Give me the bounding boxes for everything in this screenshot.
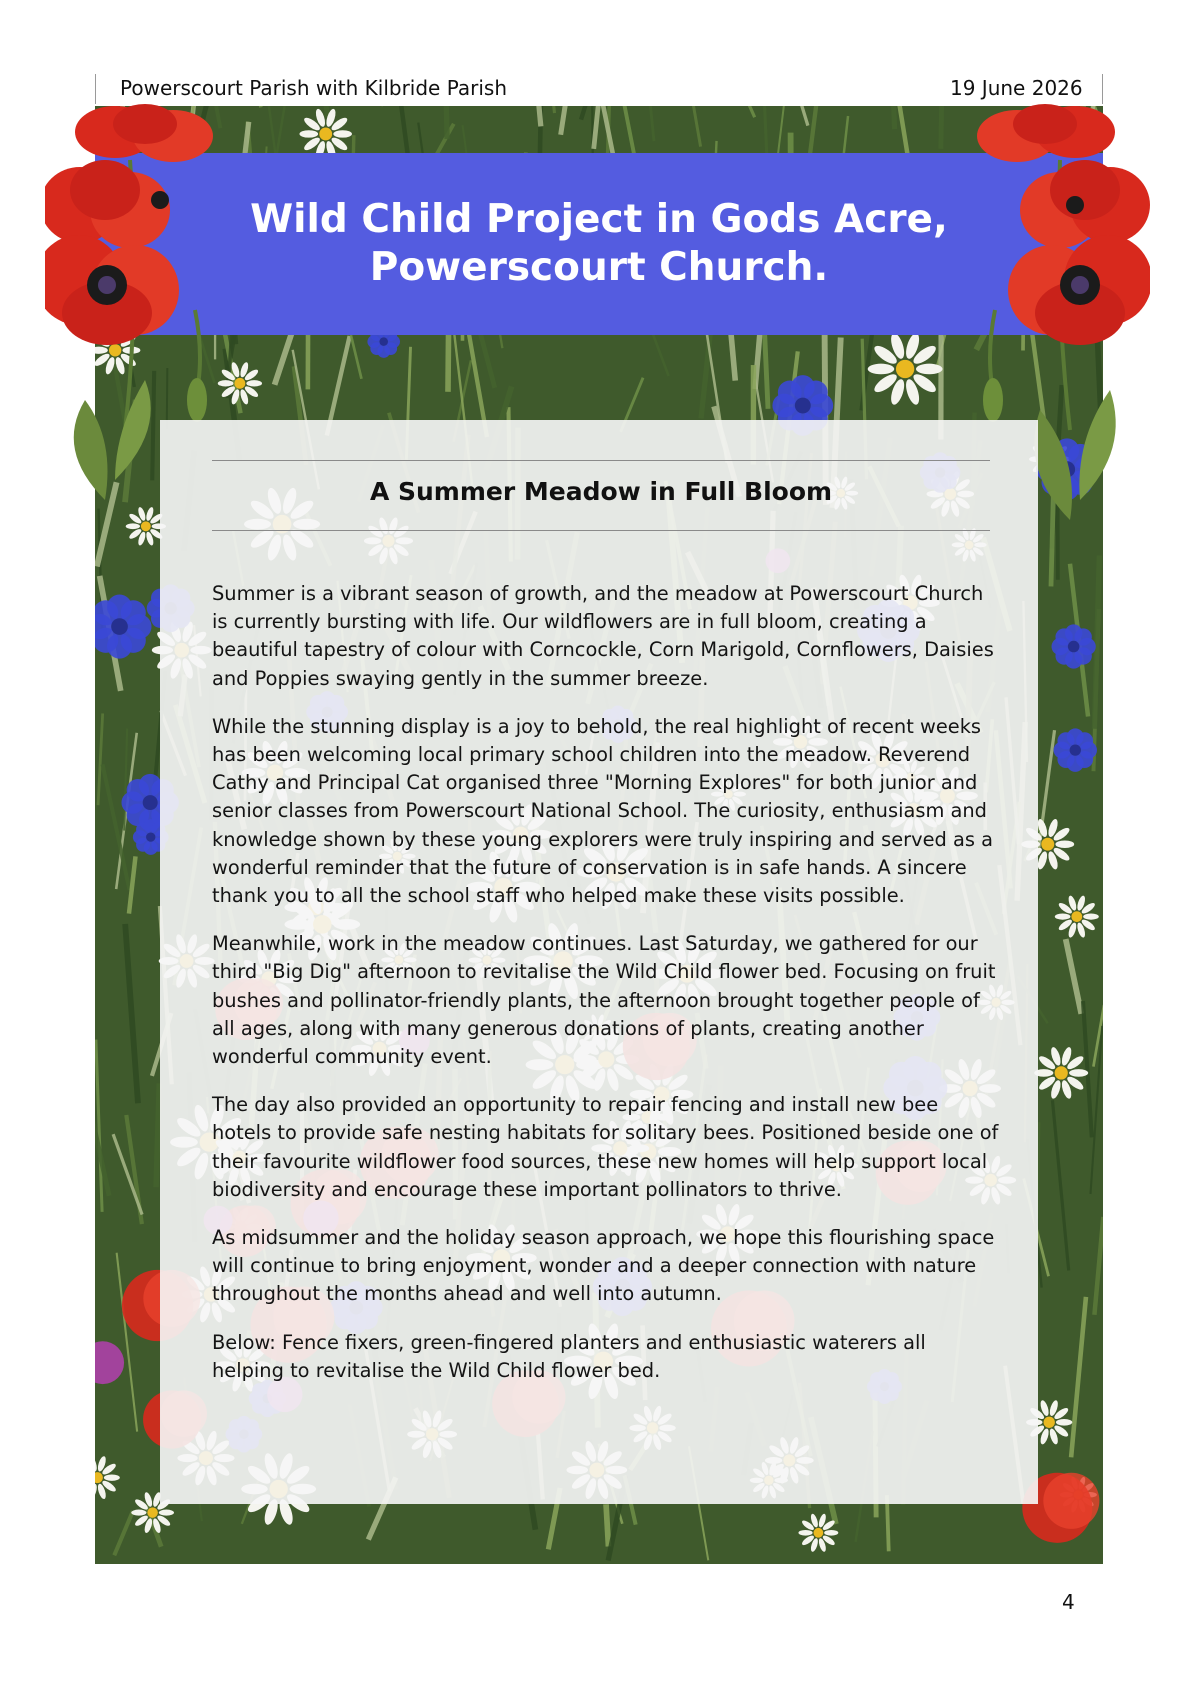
page-title (95, 196, 1103, 292)
paragraph-1: Summer is a vibrant season of growth, and the meadow at Powerscourt Church is currently bursting with life. Our wildflowers are in full bloom, creating a beautiful tapestry of colour with Corncockle, Corn Marigold, Cornflowers, Daisies and Poppies swaying gently in the summer breeze. (212, 582, 994, 690)
page-number: 4 (1062, 1590, 1075, 1614)
paragraph-2: While the stunning display is a joy to behold, the real highlight of recent weeks has been welcoming local primary school children into the meadow. Reverend Cathy and Principal Cat organised three "Morning Explores" for both junior and senior classes from Powerscourt National School. The curiosity, enthusiasm and knowledge shown by these young explorers were truly inspiring and served as a wonderful reminder that the future of conservation is in safe hands. A sincere thank you to all the school staff who helped make these visits possible. (212, 714, 994, 908)
article-heading: A Summer Meadow in Full Bloom (369, 477, 833, 506)
paragraph-4: The day also provided an opportunity to repair fencing and install new bee hotels to provide safe nesting habitats for solitary bees. Positioned beside one of their favourite wildflower food sources, these new homes will help support local biodiversity and encourage these important pollinators to thrive. (212, 1093, 999, 1201)
paragraph-3: Meanwhile, work in the meadow continues. Last Saturday, we gathered for our third "Big Dig" afternoon to revitalise the Wild Child flower bed. Focusing on fruit bushes and pollinator-friendly plants, the afternoon brought together people of all ages, along with many generous donations of plants, creating another wonderful community event. (212, 932, 996, 1069)
heading-rule-top (212, 460, 990, 461)
title-line-2: Powerscourt Church. (369, 245, 829, 290)
issue-date: 19 June 2026 (950, 76, 1083, 100)
article-panel (160, 420, 1038, 1504)
paragraph-6: Below: Fence fixers, green-fingered planters and enthusiastic waterers all helping to revitalise the Wild Child flower bed. (212, 1330, 926, 1382)
paragraph-5: As midsummer and the holiday season approach, we hope this flourishing space will continue to bring enjoyment, wonder and a deeper connection with nature throughout the months ahead and well into autumn. (212, 1226, 995, 1306)
heading-rule-bottom (212, 530, 990, 531)
parish-name: Powerscourt Parish with Kilbride Parish (120, 76, 508, 100)
article-body (212, 580, 1002, 1405)
title-line-1: Wild Child Project in Gods Acre, (250, 197, 948, 242)
